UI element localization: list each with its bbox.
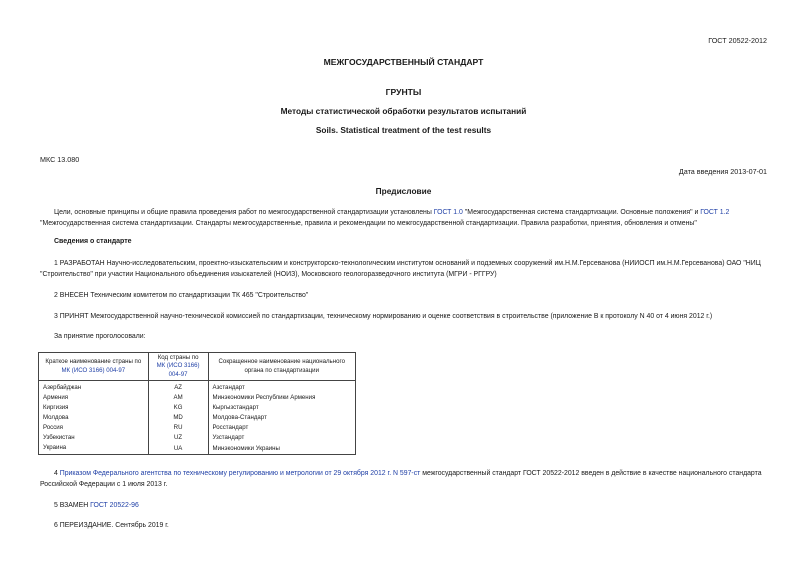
header-text: Код страны по <box>157 353 199 361</box>
item-1-developed: 1 РАЗРАБОТАН Научно-исследовательским, проектно-изыскательским и конструкторско-технологическим институтом оснований и подземных сооружений им.Н.М.Герсеванова (НИИОСП им.Н.М.Герсеванова) ОАО "НИЦ "Строительство" при участии Национального объединения изыскателей (НОИЗ), Московского геологоразведочного института (МГРИ - РГГРУ) <box>40 260 761 278</box>
country-cell: Азербайджан <box>39 381 149 394</box>
table-row <box>39 403 356 413</box>
header-text: Краткое наименование страны по <box>45 358 142 366</box>
body-cell: Минэкономики Республики Армения <box>208 393 356 403</box>
country-cell: Киргизия <box>39 403 149 413</box>
table-row <box>39 413 356 423</box>
table-row <box>39 381 356 394</box>
country-cell: Украина <box>39 443 149 455</box>
code-cell: UA <box>148 443 208 455</box>
standard-type: МЕЖГОСУДАРСТВЕННЫЙ СТАНДАРТ <box>323 57 484 67</box>
country-cell: Армения <box>39 393 149 403</box>
paragraph-text: межгосударственный стандарт ГОСТ 20522-2012 введен в действие в качестве национального стандарта Российской Федерации с 1 июля 2013 г. <box>40 470 762 488</box>
gost-20522-96-link[interactable]: ГОСТ 20522-96 <box>90 502 139 509</box>
mks-code: МКС 13.080 <box>40 155 80 164</box>
body-cell: Молдова-Стандарт <box>208 413 356 423</box>
item-6-reissue: 6 ПЕРЕИЗДАНИЕ. Сентябрь 2019 г. <box>54 522 169 529</box>
body-cell: Кыргызстандарт <box>208 403 356 413</box>
column-header-body: Сокращенное наименование национального органа по стандартизации <box>208 353 356 381</box>
item-4-enacted <box>40 468 772 490</box>
code-cell: AZ <box>148 381 208 394</box>
document-number: ГОСТ 20522-2012 <box>708 36 767 45</box>
body-cell: Узстандарт <box>208 433 356 443</box>
paragraph-text: Цели, основные принципы и общие правила проведения работ по межгосударственной стандартизации установлены <box>54 209 434 216</box>
foreword-heading: Предисловие <box>375 186 432 196</box>
item-5-replaces <box>40 500 772 511</box>
table-header-row <box>39 353 356 381</box>
country-cell: Молдова <box>39 413 149 423</box>
body-cell: Росстандарт <box>208 423 356 433</box>
column-header-country <box>39 353 149 381</box>
code-cell: AM <box>148 393 208 403</box>
paragraph-text: "Межгосударственная система стандартизации. Стандарты межгосударственные, правила и рекомендации по межгосударственной стандартизации. Правила разработки, принятия, обновления и отмены" <box>40 220 697 227</box>
english-title: Soils. Statistical treatment of the test results <box>315 125 492 135</box>
code-cell: MD <box>148 413 208 423</box>
body-cell: Минэкономики Украины <box>208 443 356 455</box>
item-2-introduced: 2 ВНЕСЕН Техническим комитетом по стандартизации ТК 465 "Строительство" <box>54 292 309 299</box>
document-subtitle: Методы статистической обработки результатов испытаний <box>280 106 527 116</box>
voted-label: За принятие проголосовали: <box>54 333 146 340</box>
column-header-code <box>148 353 208 381</box>
body-cell: Азстандарт <box>208 381 356 394</box>
document-title: ГРУНТЫ <box>385 87 422 97</box>
table-row <box>39 423 356 433</box>
voting-countries-table <box>38 352 356 455</box>
info-heading: Сведения о стандарте <box>54 238 132 245</box>
mk-iso-link[interactable]: МК (ИСО 3166) 004-97 <box>156 362 200 378</box>
item-3-adopted: 3 ПРИНЯТ Межгосударственной научно-технической комиссией по стандартизации, техническому нормированию и оценке соответствия в строительстве (приложение В к протоколу N 40 от 4 июня 2012 г.) <box>54 313 713 320</box>
table-row <box>39 393 356 403</box>
gost-1-2-link[interactable]: ГОСТ 1.2 <box>700 209 730 216</box>
code-cell: RU <box>148 423 208 433</box>
paragraph-text: 5 ВЗАМЕН <box>54 502 91 509</box>
code-cell: UZ <box>148 433 208 443</box>
foreword-paragraph <box>40 207 772 229</box>
country-cell: Россия <box>39 423 149 433</box>
rosstandart-order-link[interactable]: Приказом Федерального агентства по техническому регулированию и метрологии от 29 октября 2012 г. N 597-ст <box>59 470 421 477</box>
table-row <box>39 433 356 443</box>
code-cell: KG <box>148 403 208 413</box>
table-row <box>39 443 356 455</box>
gost-1-0-link[interactable]: ГОСТ 1.0 <box>433 209 463 216</box>
paragraph-text: "Межгосударственная система стандартизации. Основные положения" и <box>462 209 701 216</box>
item-number: 4 <box>54 470 60 477</box>
country-cell: Узбекистан <box>39 433 149 443</box>
introduction-date: Дата введения 2013-07-01 <box>678 167 767 176</box>
mk-iso-link[interactable]: МК (ИСО 3166) 004-97 <box>61 366 126 374</box>
